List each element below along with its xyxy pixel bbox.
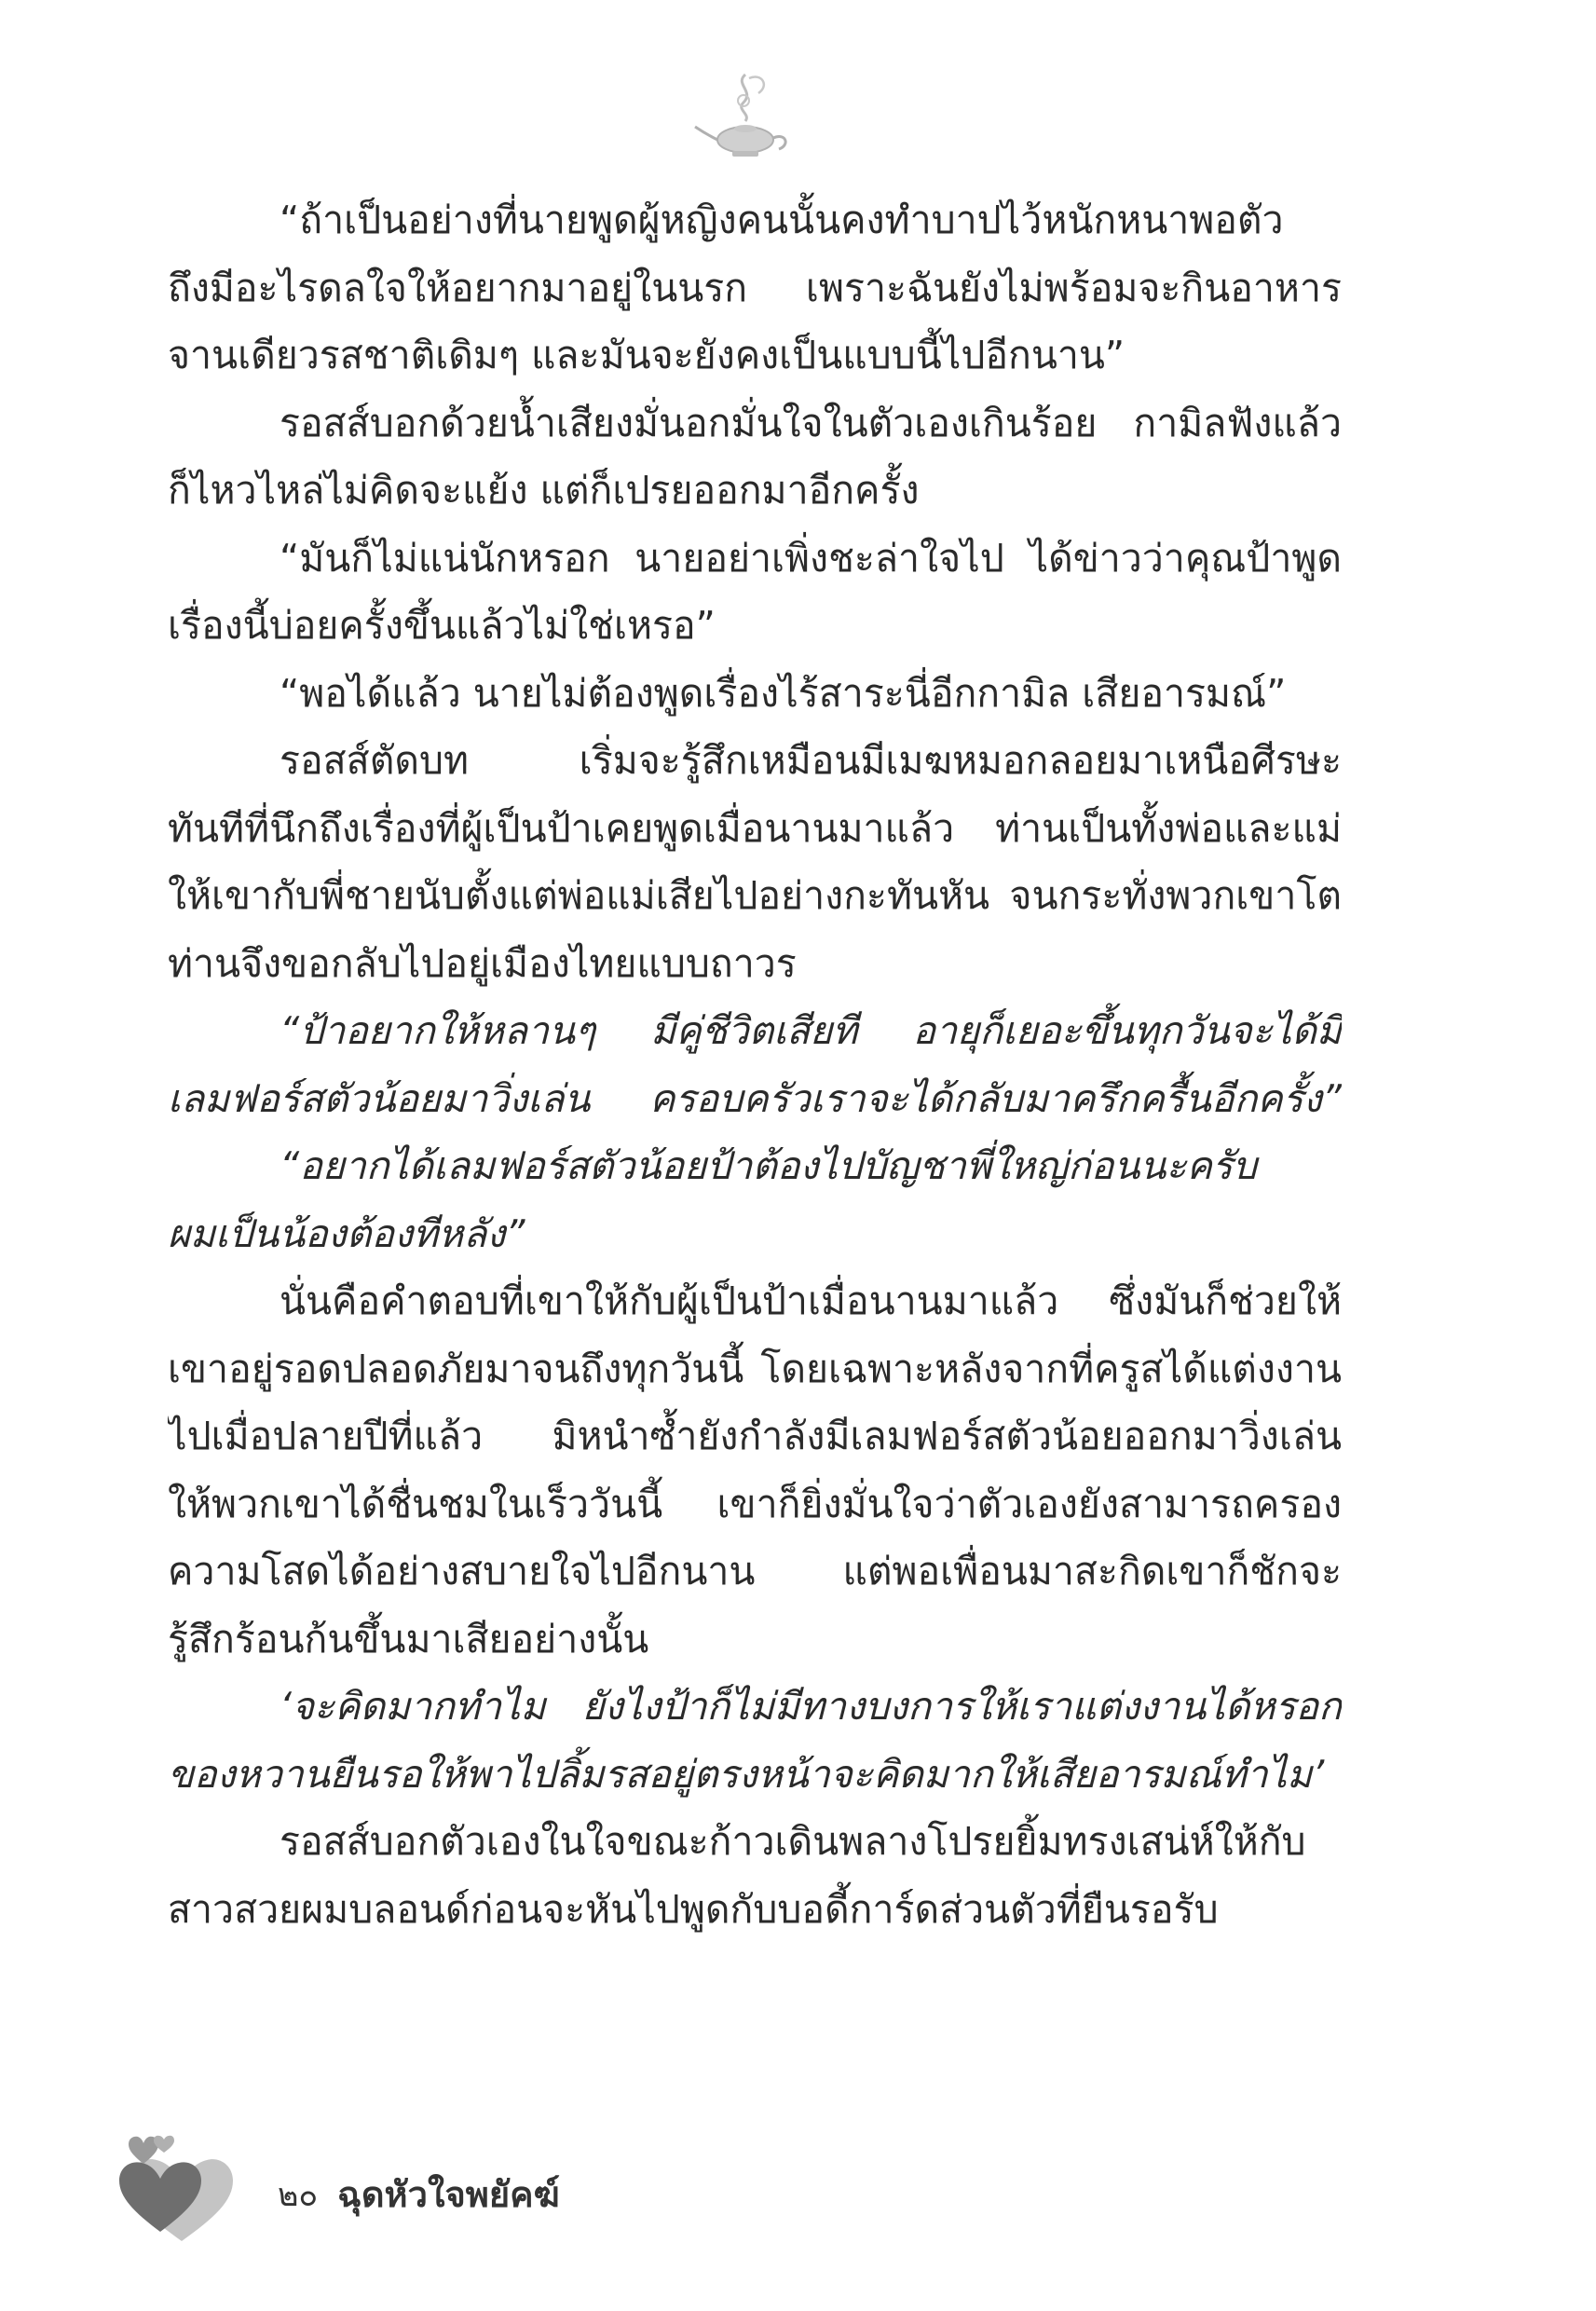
text-line: “ป้าอยากให้หลานๆ มีคู่ชีวิตเสียที อายุก็เยอะขึ้นทุกวันจะได้มี: [280, 1008, 1342, 1053]
text-line: ให้เขากับพี่ชายนับตั้งแต่พ่อแม่เสียไปอย่างกะทันหัน จนกระทั่งพวกเขาโต: [168, 873, 1342, 918]
text-line: เรื่องนี้บ่อยครั้งขึ้นแล้วไม่ใช่เหรอ”: [168, 603, 716, 648]
text-line: รู้สึกร้อนก้นขึ้นมาเสียอย่างนั้น: [168, 1616, 649, 1661]
text-line: นั่นคือคำตอบที่เขาให้กับผู้เป็นป้าเมื่อนานมาแล้ว ซึ่งมันก็ช่วยให้: [280, 1279, 1342, 1323]
body-text: [168, 186, 1342, 1943]
page-footer: [112, 2115, 671, 2246]
text-line: สาวสวยผมบลอนด์ก่อนจะหันไปพูดกับบอดี้การ์ดส่วนตัวที่ยืนรอรับ: [168, 1886, 1219, 1932]
text-line: เลมฟอร์สตัวน้อยมาวิ่งเล่น ครอบครัวเราจะได้กลับมาครึกครื้นอีกครั้ง”: [168, 1075, 1342, 1121]
text-line: ไปเมื่อปลายปีที่แล้ว มิหนำซ้ำยังกำลังมีเลมฟอร์สตัวน้อยออกมาวิ่งเล่น: [168, 1414, 1342, 1458]
text-line: รอสส์บอกตัวเองในใจขณะก้าวเดินพลางโปรยยิ้มทรงเสน่ห์ให้กับ: [280, 1819, 1306, 1864]
hearts-decoration-icon: [112, 2115, 252, 2246]
text-line: รอสส์ตัดบท เริ่มจะรู้สึกเหมือนมีเมฆหมอกลอยมาเหนือศีรษะ: [280, 738, 1342, 783]
text-line: จานเดียวรสชาติเดิมๆ และมันจะยังคงเป็นแบบนี้ไปอีกนาน”: [168, 333, 1125, 377]
text-line: “พอได้แล้ว นายไม่ต้องพูดเรื่องไร้สาระนี่อีกกามิล เสียอารมณ์”: [280, 670, 1287, 716]
text-line: เขาอยู่รอดปลอดภัยมาจนถึงทุกวันนี้ โดยเฉพาะหลังจากที่ครูสได้แต่งงาน: [168, 1346, 1342, 1391]
text-line: “มันก็ไม่แน่นักหรอก นายอย่าเพิ่งชะล่าใจไป ได้ข่าวว่าคุณป้าพูด: [280, 535, 1342, 581]
text-line: ก็ไหวไหล่ไม่คิดจะแย้ง แต่ก็เปรยออกมาอีกครั้ง: [168, 468, 920, 513]
text-line: ของหวานยืนรอให้พาไปลิ้มรสอยู่ตรงหน้าจะคิดมากให้เสียอารมณ์ทำไม’: [168, 1751, 1325, 1797]
text-line: ท่านจึงขอกลับไปอยู่เมืองไทยแบบถาวร: [168, 940, 797, 986]
text-line: ความโสดได้อย่างสบายใจไปอีกนาน แต่พอเพื่อนมาสะกิดเขาก็ชักจะ: [168, 1549, 1342, 1593]
genie-lamp-ornament-icon: [689, 65, 801, 177]
text-line: “อยากได้เลมฟอร์สตัวน้อยป้าต้องไปบัญชาพี่ใหญ่ก่อนนะครับ: [280, 1143, 1257, 1188]
text-line: ให้พวกเขาได้ชื่นชมในเร็ววันนี้ เขาก็ยิ่งมั่นใจว่าตัวเองยังสามารถครอง: [168, 1481, 1342, 1526]
text-line: รอสส์บอกด้วยน้ำเสียงมั่นอกมั่นใจในตัวเองเกินร้อย กามิลฟังแล้ว: [280, 400, 1342, 445]
book-title: ฉุดหัวใจพยัคฆ์: [337, 2174, 560, 2215]
page-number: ๒๐: [278, 2177, 319, 2214]
text-line: ผมเป็นน้องต้องทีหลัง”: [168, 1210, 525, 1256]
text-line: ‘จะคิดมากทำไม ยังไงป้าก็ไม่มีทางบงการให้เราแต่งงานได้หรอก: [280, 1684, 1342, 1729]
text-line: ทันทีที่นึกถึงเรื่องที่ผู้เป็นป้าเคยพูดเมื่อนานมาแล้ว ท่านเป็นทั้งพ่อและแม่: [168, 805, 1342, 851]
text-line: ถึงมีอะไรดลใจให้อยากมาอยู่ในนรก เพราะฉันยังไม่พร้อมจะกินอาหาร: [168, 265, 1342, 310]
text-line: “ถ้าเป็นอย่างที่นายพูดผู้หญิงคนนั้นคงทำบาปไว้หนักหนาพอตัว: [280, 198, 1284, 242]
